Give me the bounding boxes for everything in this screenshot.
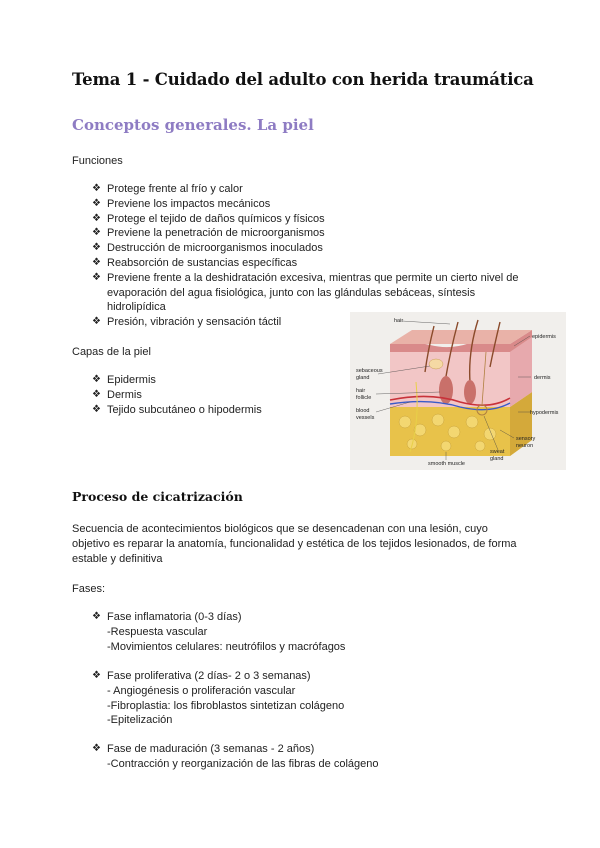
- list-item: ❖ Presión, vibración y sensación táctil: [92, 316, 282, 329]
- label-dermis: dermis: [534, 375, 551, 381]
- label-sensory-1: sensory: [516, 436, 536, 442]
- label-smooth-muscle: smooth muscle: [428, 461, 465, 467]
- diamond-bullet-icon: ❖: [92, 388, 101, 400]
- phase-proliferative: [92, 669, 344, 728]
- diamond-bullet-icon: ❖: [92, 670, 101, 681]
- layers-list: [92, 373, 262, 417]
- list-item: ❖ Protege frente al frío y calor: [92, 183, 243, 195]
- list-item: ❖ Previene los impactos mecánicos: [92, 197, 271, 210]
- diamond-bullet-icon: ❖: [92, 374, 101, 385]
- diamond-bullet-icon: ❖: [92, 743, 101, 754]
- phase-item: -Fibroplastia: los fibroblastos sintetizan colágeno: [107, 699, 345, 712]
- phase-title: Fase proliferativa (2 días- 2 o 3 semanas): [107, 670, 311, 682]
- label-blood-1: blood: [356, 408, 370, 414]
- phase-title: Fase inflamatoria (0-3 días): [107, 611, 242, 623]
- phase-item: -Respuesta vascular: [107, 625, 208, 638]
- diamond-bullet-icon: ❖: [92, 271, 101, 283]
- list-item: ❖ Reabsorción de sustancias específicas: [92, 256, 298, 269]
- diamond-bullet-icon: ❖: [92, 611, 101, 622]
- label-follicle-1: hair: [356, 388, 366, 394]
- list-item: ❖ Epidermis: [92, 374, 156, 386]
- diamond-bullet-icon: ❖: [92, 403, 101, 415]
- label-follicle-2: follicle: [356, 395, 372, 401]
- functions-label: Funciones: [72, 155, 123, 167]
- diamond-bullet-icon: ❖: [92, 212, 101, 224]
- label-hair: hair: [394, 318, 404, 324]
- list-item: ❖ Destrucción de microorganismos inoculados: [92, 242, 323, 255]
- label-sensory-2: neuron: [516, 443, 534, 449]
- phases-label: Fases:: [72, 583, 106, 595]
- healing-intro: Secuencia de acontecimientos biológicos que se desencadenan con una lesión, cuyo objetivo es reparar la anatomía, funcionalidad y estética de los tejidos lesionados, de forma estable y definitiva: [72, 523, 517, 565]
- section-heading-skin: Conceptos generales. La piel: [72, 116, 314, 134]
- diamond-bullet-icon: ❖: [92, 316, 101, 328]
- phase-maturation: [92, 742, 379, 772]
- diamond-bullet-icon: ❖: [92, 256, 101, 268]
- diamond-bullet-icon: ❖: [92, 183, 101, 194]
- skin-diagram: [350, 312, 566, 470]
- label-blood-2: vessels: [356, 415, 375, 421]
- phase-title: Fase de maduración (3 semanas - 2 años): [107, 743, 315, 755]
- label-sebaceous-2: gland: [356, 375, 370, 381]
- label-epidermis: epidermis: [532, 334, 556, 340]
- label-sweat-2: gland: [490, 456, 504, 462]
- functions-list: [92, 182, 519, 330]
- phase-item: - Angiogénesis o proliferación vascular: [107, 684, 296, 697]
- layers-label: Capas de la piel: [72, 346, 151, 358]
- label-hypodermis: hypodermis: [530, 410, 559, 416]
- label-sweat-1: sweat: [490, 449, 505, 455]
- list-item: ❖ Previene la penetración de microorganismos: [92, 227, 325, 240]
- phase-item: -Contracción y reorganización de las fibras de colágeno: [107, 757, 379, 770]
- label-sebaceous-1: sebaceous: [356, 368, 383, 374]
- diamond-bullet-icon: ❖: [92, 242, 101, 254]
- section-heading-healing: Proceso de cicatrización: [72, 489, 243, 504]
- list-item: ❖ Previene frente a la deshidratación excesiva, mientras que permite un cierto nivel de evaporación del agua fisiológica, junto con las glándulas sebáceas, síntesis hidrolipídica: [92, 271, 519, 314]
- phase-item: -Epitelización: [107, 714, 173, 727]
- phase-inflammatory: [92, 610, 345, 654]
- page-title: Tema 1 - Cuidado del adulto con herida traumática: [72, 70, 534, 89]
- list-item: ❖ Protege el tejido de daños químicos y físicos: [92, 212, 325, 225]
- list-item: ❖ Dermis: [92, 388, 142, 401]
- diamond-bullet-icon: ❖: [92, 227, 101, 239]
- diamond-bullet-icon: ❖: [92, 197, 101, 209]
- list-item: ❖ Tejido subcutáneo o hipodermis: [92, 403, 262, 416]
- phase-item: -Movimientos celulares: neutrófilos y macrófagos: [107, 640, 346, 653]
